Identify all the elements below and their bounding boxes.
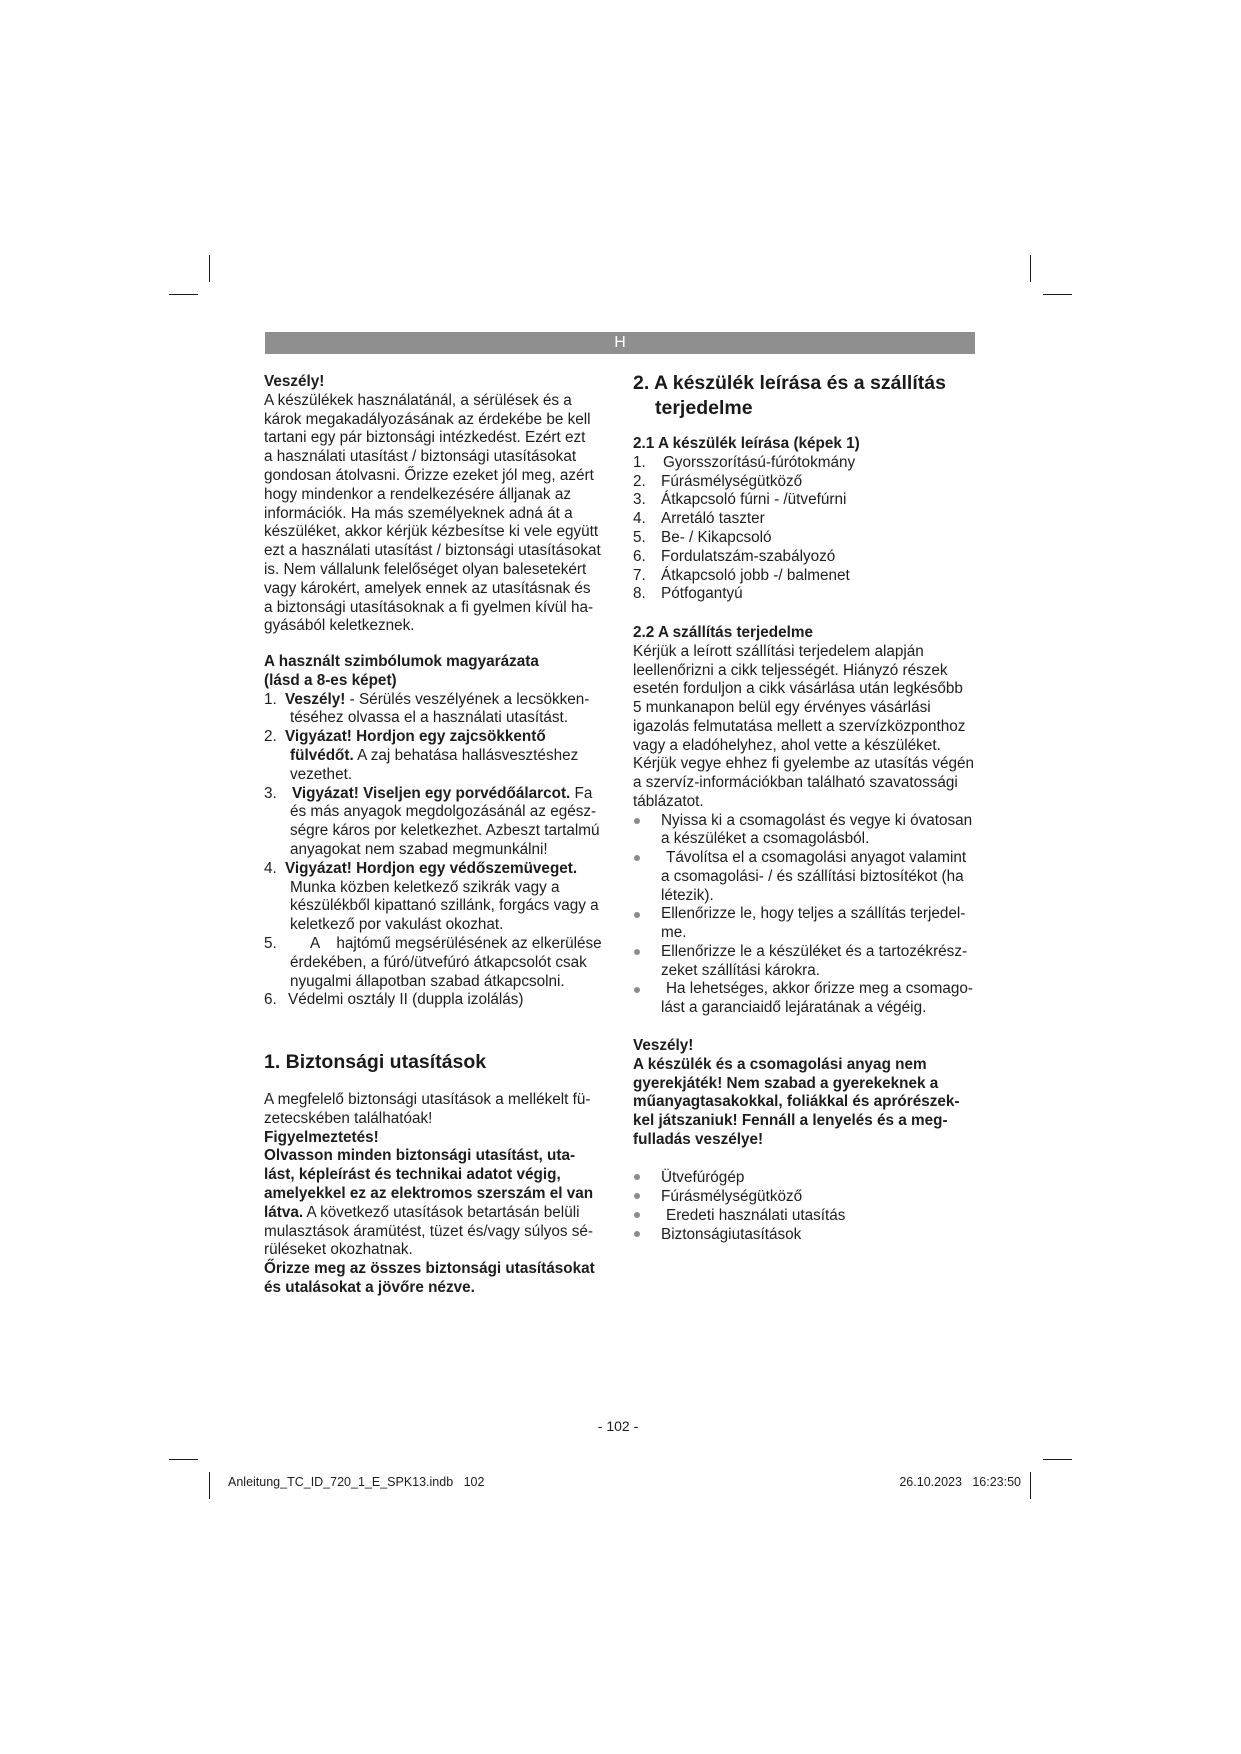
text: A zaj behatása hallásvesztéshez bbox=[353, 746, 579, 764]
numbered-item bbox=[633, 585, 860, 604]
text-line bbox=[264, 672, 602, 691]
text: A használt szimbólumok magyarázata bbox=[264, 653, 539, 670]
crop-mark-top-left-horizontal bbox=[169, 294, 198, 295]
text: (lásd a 8-es képet) bbox=[264, 671, 397, 689]
bold-text: fülvédőt. bbox=[290, 746, 354, 764]
bold-text: Figyelmeztetés! bbox=[264, 1128, 379, 1146]
description-title: 2.1 A készülék leírása (képek 1) bbox=[633, 435, 860, 452]
numbered-item bbox=[264, 728, 602, 784]
text-line bbox=[633, 1093, 960, 1112]
numbered-item bbox=[264, 935, 602, 991]
text-line bbox=[633, 454, 860, 473]
text: Fordulatszám-szabályozó bbox=[661, 547, 836, 565]
list-number: 1. bbox=[633, 453, 646, 471]
text-line bbox=[264, 1185, 595, 1204]
text: Átkapcsoló fúrni - /ütvefúrni bbox=[661, 491, 847, 509]
text-line bbox=[633, 830, 974, 849]
text-line bbox=[264, 803, 602, 822]
list-number: 2. bbox=[633, 472, 646, 490]
list-number: 2. bbox=[264, 728, 277, 746]
text: a készüléket a csomagolásból. bbox=[661, 830, 870, 848]
delivery-text bbox=[633, 643, 974, 812]
text-line bbox=[633, 643, 974, 662]
text: A megfelelő biztonsági utasítások a mellékelt fü- bbox=[264, 1091, 591, 1108]
text-line bbox=[264, 691, 602, 710]
crop-mark-bottom-left-vertical bbox=[209, 1472, 210, 1499]
safety-text bbox=[264, 1091, 595, 1298]
danger-notice-right bbox=[633, 1037, 960, 1150]
text: ezt a használati utasítást / biztonsági utasításokat bbox=[264, 542, 601, 560]
text-line bbox=[264, 580, 601, 599]
text-line bbox=[264, 747, 602, 766]
text-line bbox=[264, 561, 601, 580]
text: fulladás veszélye! bbox=[633, 1130, 764, 1148]
parts-list bbox=[633, 454, 860, 604]
crop-mark-bottom-left-horizontal bbox=[169, 1459, 198, 1460]
text-line bbox=[633, 529, 860, 548]
text: - Sérülés veszélyének a lecsökken- bbox=[345, 690, 590, 708]
text: igazolás felmutatása mellett a szervízközponthoz bbox=[633, 717, 966, 735]
print-timestamp: 26.10.2023 16:23:50 bbox=[899, 1475, 1021, 1489]
bullet-icon bbox=[634, 1174, 640, 1180]
text: lást a garanciaidő lejáratának a végéig. bbox=[661, 999, 927, 1016]
text-line bbox=[264, 467, 601, 486]
danger-title: Veszély! bbox=[633, 1037, 694, 1054]
text-line bbox=[633, 999, 974, 1018]
text: tartani egy pár biztonsági intézkedést. Ezért ezt bbox=[264, 429, 586, 447]
device-description bbox=[633, 435, 860, 604]
bold-text: amelyekkel ez az elektromos szerszám el van bbox=[264, 1184, 594, 1202]
text: Biztonságiutasítások bbox=[661, 1226, 802, 1243]
text: Kérjük vegye ehhez fi gyelembe az utasítás végén bbox=[633, 755, 974, 773]
crop-mark-top-right-horizontal bbox=[1043, 294, 1072, 295]
text: Arretáló taszter bbox=[661, 510, 765, 528]
text-line bbox=[633, 662, 974, 681]
text-line bbox=[264, 973, 602, 992]
delivery-title: 2.2 A szállítás terjedelme bbox=[633, 624, 813, 641]
text: hogy mindenkor a rendelkezésére álljanak az bbox=[264, 485, 571, 503]
bold-text: Vigyázat! Hordjon egy zajcsökkentő bbox=[285, 728, 546, 746]
text-line bbox=[633, 962, 974, 981]
bullet-icon bbox=[634, 1193, 640, 1199]
bullet-item bbox=[633, 1168, 845, 1187]
list-number: 5. bbox=[633, 528, 646, 546]
file-info: Anleitung_TC_ID_720_1_E_SPK13.indb 102 bbox=[228, 1475, 485, 1489]
text: gyásából keletkeznek. bbox=[264, 617, 415, 635]
crop-mark-top-left-vertical bbox=[209, 255, 210, 282]
text-line bbox=[633, 737, 974, 756]
section-letter: H bbox=[614, 334, 626, 351]
numbered-item bbox=[633, 548, 860, 567]
text-line bbox=[633, 774, 974, 793]
text-line bbox=[633, 943, 974, 962]
text-line bbox=[633, 1187, 845, 1206]
numbered-item bbox=[633, 567, 860, 586]
symbols-list bbox=[264, 691, 602, 1011]
text: 2. A készülék leírása és a szállítás bbox=[633, 372, 946, 394]
crop-mark-bottom-right-vertical bbox=[1030, 1472, 1031, 1499]
text: me. bbox=[661, 924, 687, 941]
text: Fúrásmélységütköző bbox=[661, 472, 803, 490]
text: károk megakadályozásának az érdekébe be kell bbox=[264, 410, 591, 428]
list-number: 5. bbox=[264, 934, 277, 952]
text: táblázatot. bbox=[633, 792, 704, 810]
text-line bbox=[264, 653, 602, 672]
text-line bbox=[633, 371, 946, 396]
text: Nyissa ki a csomagolást és vegye ki óvatosan bbox=[661, 811, 973, 829]
bullet-item bbox=[633, 980, 974, 1018]
text-line bbox=[633, 1225, 845, 1244]
bold-text: Vigyázat! Viseljen egy porvédőálarcot. bbox=[292, 784, 571, 802]
text: Fa bbox=[570, 784, 593, 802]
text-line bbox=[264, 486, 601, 505]
text-line bbox=[264, 1241, 595, 1260]
text-line bbox=[633, 980, 974, 999]
text-line bbox=[633, 905, 974, 924]
text-line bbox=[264, 991, 602, 1010]
text: Védelmi osztály II (duppla izolálás) bbox=[288, 991, 524, 1009]
text-line bbox=[264, 728, 602, 747]
text: Távolítsa el a csomagolási anyagot valamint bbox=[666, 849, 967, 866]
text: Fúrásmélységütköző bbox=[661, 1188, 803, 1205]
bold-text: és utalásokat a jövőre nézve. bbox=[264, 1278, 475, 1296]
text: Ellenőrizze le a készüléket és a tartozékrész- bbox=[661, 942, 968, 960]
text-line bbox=[264, 954, 602, 973]
text: A következő utasítások betartásán belüli bbox=[303, 1203, 580, 1221]
bold-text: Őrizze meg az összes biztonsági utasításokat bbox=[264, 1260, 595, 1278]
text-line bbox=[264, 1204, 595, 1223]
text-line bbox=[264, 1147, 595, 1166]
text-line bbox=[264, 935, 602, 954]
numbered-item bbox=[633, 491, 860, 510]
text-line bbox=[633, 396, 946, 421]
bold-text: látva. bbox=[264, 1203, 304, 1221]
danger-notice-left bbox=[264, 373, 601, 636]
numbered-item bbox=[633, 510, 860, 529]
bullet-item bbox=[633, 1187, 845, 1206]
text: készüléket, akkor kérjük kézbesítse ki vele együtt bbox=[264, 523, 599, 541]
safety-heading-text: 1. Biztonsági utasítások bbox=[264, 1051, 487, 1073]
text-line bbox=[633, 585, 860, 604]
list-number: 7. bbox=[633, 566, 646, 584]
bullet-icon bbox=[634, 987, 640, 993]
text-line bbox=[264, 505, 601, 524]
list-number: 8. bbox=[633, 585, 646, 603]
text: is. Nem vállalunk felelőséget olyan balesetekért bbox=[264, 560, 587, 578]
numbered-item bbox=[633, 529, 860, 548]
numbered-item bbox=[633, 454, 860, 473]
text-line bbox=[633, 793, 974, 812]
text: A készülékek használatánál, a sérülések és a bbox=[264, 391, 572, 409]
text: A készülék és a csomagolási anyag nem bbox=[633, 1055, 927, 1073]
text: téséhez olvassa el a használati utasítást. bbox=[290, 709, 569, 727]
text: nyugalmi állapotban szabad átkapcsolni. bbox=[290, 972, 565, 990]
text: anyagokat nem szabad megmunkálni! bbox=[290, 840, 548, 858]
package-contents bbox=[633, 1168, 845, 1244]
text-line bbox=[633, 548, 860, 567]
text-line bbox=[633, 718, 974, 737]
text: zeket szállítási károkra. bbox=[661, 961, 820, 979]
list-number: 3. bbox=[633, 491, 646, 509]
text-line bbox=[264, 766, 602, 785]
crop-mark-bottom-right-horizontal bbox=[1043, 1459, 1072, 1460]
text: Kérjük a leírott szállítási terjedelem alapján bbox=[633, 642, 924, 660]
text: terjedelme bbox=[655, 396, 753, 419]
text: érdekében, a fúró/ütvefúró átkapcsolót csak bbox=[290, 953, 587, 971]
text-line bbox=[264, 392, 601, 411]
text-line bbox=[633, 1131, 960, 1150]
text: készülékből kipattanó szillánk, forgács vagy a bbox=[290, 897, 599, 915]
text-line bbox=[264, 411, 601, 430]
bullet-item bbox=[633, 905, 974, 943]
text: leellenőrizni a cikk teljességét. Hiányzó részek bbox=[633, 661, 948, 679]
text-line bbox=[633, 567, 860, 586]
text: Ellenőrizze le, hogy teljes a szállítás terjedel- bbox=[661, 905, 966, 923]
text: Átkapcsoló jobb -/ balmenet bbox=[661, 566, 850, 584]
text-line bbox=[633, 1075, 960, 1094]
text-line bbox=[633, 924, 974, 943]
bullet-icon bbox=[634, 912, 640, 918]
danger-text bbox=[264, 392, 601, 636]
text: Ha lehetséges, akkor őrizze meg a csomago- bbox=[666, 980, 973, 998]
text-line bbox=[633, 680, 974, 699]
text-line bbox=[264, 879, 602, 898]
text-line bbox=[633, 868, 974, 887]
symbols-title bbox=[264, 653, 602, 691]
bullet-icon bbox=[634, 1212, 640, 1218]
numbered-item bbox=[264, 785, 602, 860]
bullet-icon bbox=[634, 949, 640, 955]
text: vagy a eladóhelyhez, ahol vette a készüléket. bbox=[633, 736, 941, 754]
text: a biztonsági utasításoknak a fi gyelmen kívül ha- bbox=[264, 598, 594, 616]
bold-text: Olvasson minden biztonsági utasítást, uta- bbox=[264, 1147, 576, 1165]
text-line bbox=[264, 860, 602, 879]
list-number: 1. bbox=[264, 690, 277, 708]
text: kel játszaniuk! Fennáll a lenyelés és a meg- bbox=[633, 1112, 948, 1130]
text-line bbox=[264, 1110, 595, 1129]
text: ségre káros por keletkezhet. Azbeszt tartalmú bbox=[290, 822, 600, 840]
text-line bbox=[264, 841, 602, 860]
text-line bbox=[264, 1279, 595, 1298]
text-line bbox=[264, 1260, 595, 1279]
text: Munka közben keletkező szikrák vagy a bbox=[290, 878, 560, 896]
text-line bbox=[633, 1206, 845, 1225]
list-number: 3. bbox=[264, 784, 277, 802]
list-number: 4. bbox=[264, 859, 277, 877]
text-line bbox=[633, 755, 974, 774]
bullet-icon bbox=[634, 1231, 640, 1237]
text-line bbox=[264, 916, 602, 935]
text-line bbox=[264, 785, 602, 804]
text-line bbox=[264, 429, 601, 448]
list-number: 6. bbox=[264, 991, 277, 1009]
text-line bbox=[633, 699, 974, 718]
text: információk. Ha más személyeknek adná át a bbox=[264, 504, 573, 522]
language-section-bar bbox=[265, 332, 975, 354]
text: és más anyagok megdolgozásánál az egész- bbox=[290, 803, 597, 821]
bold-text: Veszély! bbox=[285, 690, 346, 708]
danger-text bbox=[633, 1056, 960, 1150]
text: Ütvefúrógép bbox=[661, 1169, 745, 1186]
numbered-item bbox=[633, 473, 860, 492]
text: esetén forduljon a cikk vásárlása után legkésőbb bbox=[633, 680, 963, 698]
bullet-icon bbox=[634, 855, 640, 861]
text: Gyorsszorítású-fúrótokmány bbox=[663, 453, 856, 471]
text-line bbox=[633, 1168, 845, 1187]
list-number: 4. bbox=[633, 510, 646, 528]
text-line bbox=[264, 617, 601, 636]
text: Pótfogantyú bbox=[661, 585, 743, 603]
bullet-icon bbox=[634, 818, 640, 824]
text: műanyagtasakokkal, foliákkal és aprórészek- bbox=[633, 1093, 960, 1111]
text-line bbox=[633, 1056, 960, 1075]
list-number: 6. bbox=[633, 547, 646, 565]
text-line bbox=[633, 887, 974, 906]
text: mulasztások áramütést, tüzet és/vagy súlyos sé- bbox=[264, 1222, 594, 1240]
text: gyerekjáték! Nem szabad a gyerekeknek a bbox=[633, 1074, 939, 1092]
symbols-section bbox=[264, 653, 602, 1010]
text-line bbox=[264, 599, 601, 618]
numbered-item bbox=[264, 860, 602, 935]
text-line bbox=[633, 510, 860, 529]
text-line bbox=[264, 822, 602, 841]
danger-title: Veszély! bbox=[264, 373, 325, 390]
bullet-item bbox=[633, 812, 974, 850]
text: 5 munkanapon belül egy érvényes vásárlási bbox=[633, 699, 931, 716]
bullet-item bbox=[633, 849, 974, 905]
text-line bbox=[633, 491, 860, 510]
text: zetecskében találhatóak! bbox=[264, 1109, 433, 1127]
text-line bbox=[264, 1129, 595, 1148]
text-line bbox=[633, 1112, 960, 1131]
bullet-item bbox=[633, 1225, 845, 1244]
text: gondosan átolvasni. Őrizze ezeket jól meg, azért bbox=[264, 466, 594, 484]
text: a használati utasítást / biztonsági utasításokat bbox=[264, 448, 577, 466]
text: keletkező por vakulást okozhat. bbox=[290, 916, 504, 934]
text: létezik). bbox=[661, 886, 714, 904]
bullet-item bbox=[633, 1206, 845, 1225]
text-line bbox=[264, 523, 601, 542]
text: a csomagolási- / és szállítási biztosítékot (ha bbox=[661, 867, 964, 885]
text: vagy károkért, amelyek ennek az utasításnak és bbox=[264, 579, 591, 597]
text: vezethet. bbox=[290, 765, 353, 783]
crop-mark-top-right-vertical bbox=[1030, 255, 1031, 282]
text-line bbox=[264, 1166, 595, 1185]
text-line bbox=[633, 812, 974, 831]
numbered-item bbox=[264, 991, 602, 1010]
description-heading bbox=[633, 371, 946, 420]
text-line bbox=[633, 849, 974, 868]
text: rüléseket okozhatnak. bbox=[264, 1241, 413, 1259]
text-line bbox=[264, 542, 601, 561]
safety-heading bbox=[264, 1050, 486, 1075]
text: a szervíz-információkban található szavatossági bbox=[633, 774, 958, 791]
text: Eredeti használati utasítás bbox=[666, 1207, 846, 1224]
text-line bbox=[264, 897, 602, 916]
text-line bbox=[264, 1223, 595, 1242]
delivery-steps bbox=[633, 812, 974, 1018]
page-number: - 102 - bbox=[597, 1418, 639, 1434]
numbered-item bbox=[264, 691, 602, 729]
bold-text: lást, képleírást és technikai adatot végig, bbox=[264, 1166, 561, 1184]
bullet-item bbox=[633, 943, 974, 981]
text-line bbox=[264, 709, 602, 728]
text: A hajtómű megsérülésének az elkerülése bbox=[310, 934, 602, 952]
text: Be- / Kikapcsoló bbox=[661, 528, 772, 546]
delivery-scope bbox=[633, 624, 974, 1018]
bold-text: Vigyázat! Hordjon egy védőszemüveget. bbox=[285, 859, 578, 877]
text-line bbox=[264, 448, 601, 467]
text-line bbox=[264, 1091, 595, 1110]
text-line bbox=[633, 473, 860, 492]
